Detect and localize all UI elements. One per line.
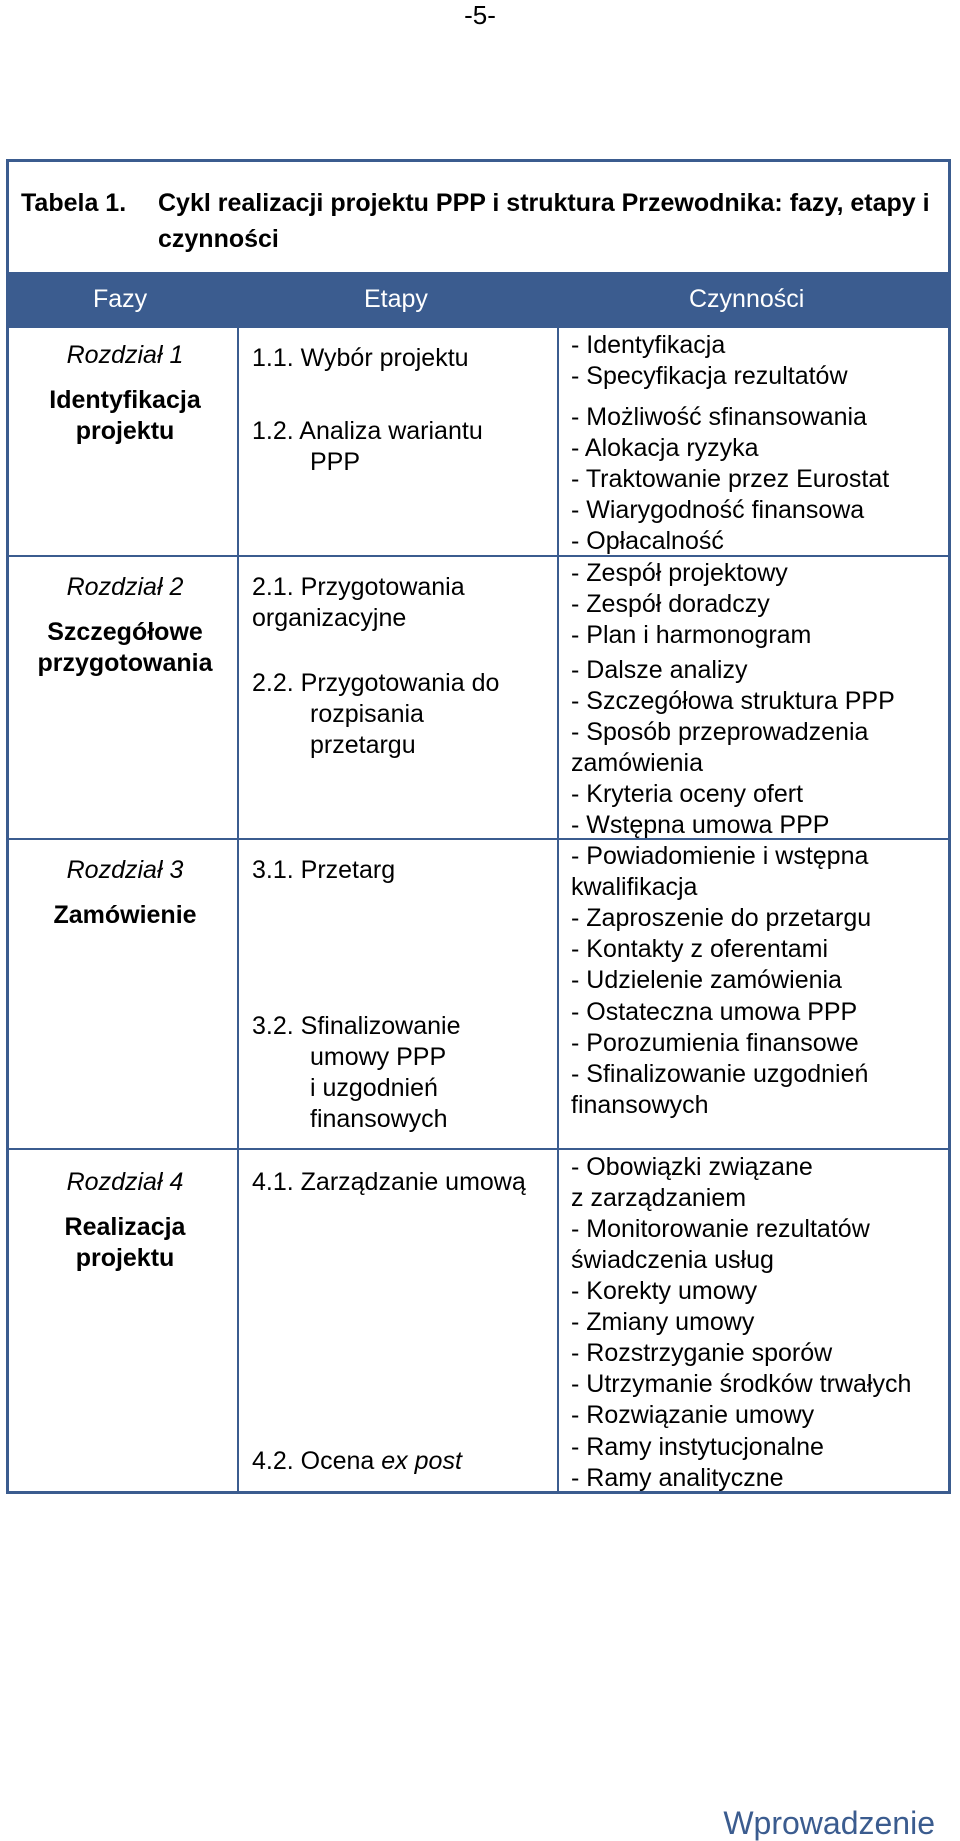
activities-4-2: [571, 1432, 951, 1494]
activity-item: - Kryteria oceny ofert: [571, 780, 804, 808]
phase-4: [10, 1167, 240, 1274]
table-header: [9, 272, 948, 328]
activity-item: - Traktowanie przez Eurostat: [571, 465, 890, 493]
stage-line: Przygotowania: [300, 573, 465, 601]
phase-name-line: Realizacja: [64, 1213, 186, 1241]
activity-item: - Utrzymanie środków trwałych: [571, 1370, 912, 1398]
activities-1-2: [571, 402, 951, 557]
stage-line: Ocena: [300, 1447, 375, 1475]
stage-line: i uzgodnień: [310, 1074, 438, 1102]
stage-4-1: [252, 1167, 552, 1198]
stage-number: 3.1.: [252, 856, 294, 884]
stage-line: finansowych: [310, 1105, 448, 1133]
activity-item: - Zespół doradczy: [571, 590, 770, 618]
stage-number: 4.2.: [252, 1447, 294, 1475]
stage-2-1: [252, 572, 552, 634]
phase-name: [10, 1212, 240, 1274]
stage-1-2: [252, 416, 552, 478]
activities-4-1: [571, 1152, 951, 1431]
activities-3-2: [571, 997, 951, 1121]
phase-name: [10, 900, 240, 931]
column-divider: [557, 328, 559, 1494]
stage-number: 4.1.: [252, 1168, 294, 1196]
activity-item: - Wstępna umowa PPP: [571, 811, 830, 839]
header-fazy: Fazy: [93, 285, 148, 313]
stage-line: ex post: [381, 1447, 462, 1475]
activity-item: kwalifikacja: [571, 873, 698, 901]
activity-item: - Dalsze analizy: [571, 656, 748, 684]
header-etapy: Etapy: [364, 285, 428, 313]
activity-item: - Udzielenie zamówienia: [571, 966, 842, 994]
activity-item: - Kontakty z oferentami: [571, 935, 829, 963]
stage-3-2: [252, 1011, 552, 1135]
stage-number: 2.2.: [252, 669, 294, 697]
activity-item: - Sposób przeprowadzenia: [571, 718, 869, 746]
caption-number: Tabela 1.: [21, 189, 127, 217]
stage-3-1: [252, 855, 552, 886]
phase-chapter: Rozdział 3: [66, 856, 184, 884]
phase-name-line: Identyfikacja: [49, 386, 201, 414]
row-divider: [9, 1148, 948, 1150]
phase-name-line: Szczegółowe: [47, 618, 203, 646]
activity-item: - Rozwiązanie umowy: [571, 1401, 815, 1429]
phase-chapter: Rozdział 4: [66, 1168, 184, 1196]
activities-3-1: [571, 841, 951, 996]
activity-item: - Zaproszenie do przetargu: [571, 904, 872, 932]
activity-item: - Powiadomienie i wstępna: [571, 842, 869, 870]
phase-1: [10, 340, 240, 447]
activity-item: - Możliwość sfinansowania: [571, 403, 867, 431]
stage-line: organizacyjne: [252, 604, 407, 632]
activity-item: - Sfinalizowanie uzgodnień: [571, 1060, 869, 1088]
phase-name-line: projektu: [75, 1244, 175, 1272]
activity-item: - Opłacalność: [571, 527, 724, 555]
stage-line: Sfinalizowanie: [300, 1012, 461, 1040]
stage-line: PPP: [310, 448, 361, 476]
caption-text: Cykl realizacji projektu PPP i struktura Przewodnika: fazy, etapy i czynności: [158, 189, 930, 253]
stage-line: rozpisania: [310, 700, 424, 728]
activity-item: finansowych: [571, 1091, 709, 1119]
stage-number: 1.2.: [252, 417, 294, 445]
stage-line: Przetarg: [300, 856, 396, 884]
activity-item: - Korekty umowy: [571, 1277, 758, 1305]
activity-item: - Szczegółowa struktura PPP: [571, 687, 895, 715]
activity-item: z zarządzaniem: [571, 1184, 747, 1212]
stage-number: 3.2.: [252, 1012, 294, 1040]
activity-item: - Specyfikacja rezultatów: [571, 362, 848, 390]
activity-item: - Identyfikacja: [571, 331, 726, 359]
phase-chapter: Rozdział 1: [66, 341, 184, 369]
phase-name-line: projektu: [75, 417, 175, 445]
stage-line: Wybór projektu: [300, 344, 469, 372]
phase-name: [10, 617, 240, 679]
stage-line: Zarządzanie umową: [300, 1168, 526, 1196]
stage-number: 2.1.: [252, 573, 294, 601]
header-czynnosci: Czynności: [689, 285, 805, 313]
activity-item: - Rozstrzyganie sporów: [571, 1339, 833, 1367]
stage-1-1: [252, 343, 552, 374]
stage-2-2: [252, 668, 552, 761]
activity-item: świadczenia usług: [571, 1246, 774, 1274]
activity-item: - Ramy instytucjonalne: [571, 1433, 824, 1461]
activity-item: - Porozumienia finansowe: [571, 1029, 859, 1057]
activity-item: - Ostateczna umowa PPP: [571, 998, 858, 1026]
footer-section-title: Wprowadzenie: [723, 1805, 935, 1841]
activity-item: - Obowiązki związane: [571, 1153, 813, 1181]
activity-item: - Ramy analityczne: [571, 1464, 784, 1492]
activity-item: zamówienia: [571, 749, 704, 777]
page-number: -5-: [464, 0, 496, 30]
stage-number: 1.1.: [252, 344, 294, 372]
phase-3: [10, 855, 240, 931]
activity-item: - Zespół projektowy: [571, 559, 788, 587]
stage-line: Przygotowania do: [300, 669, 500, 697]
activity-item: - Alokacja ryzyka: [571, 434, 759, 462]
stage-line: Analiza wariantu: [299, 417, 483, 445]
activities-2-1: [571, 558, 951, 651]
activities-1-1: [571, 330, 951, 392]
phase-name: [10, 385, 240, 447]
stage-line: umowy PPP: [310, 1043, 447, 1071]
activities-2-2: [571, 655, 951, 841]
phase-name-line: Zamówienie: [53, 901, 197, 929]
activity-item: - Zmiany umowy: [571, 1308, 755, 1336]
stage-line: przetargu: [310, 731, 416, 759]
activity-item: - Monitorowanie rezultatów: [571, 1215, 870, 1243]
activity-item: - Wiarygodność finansowa: [571, 496, 865, 524]
phase-2: [10, 572, 240, 679]
activity-item: - Plan i harmonogram: [571, 621, 812, 649]
stage-4-2: [252, 1446, 552, 1477]
phase-chapter: Rozdział 2: [66, 573, 184, 601]
phase-name-line: przygotowania: [37, 649, 213, 677]
